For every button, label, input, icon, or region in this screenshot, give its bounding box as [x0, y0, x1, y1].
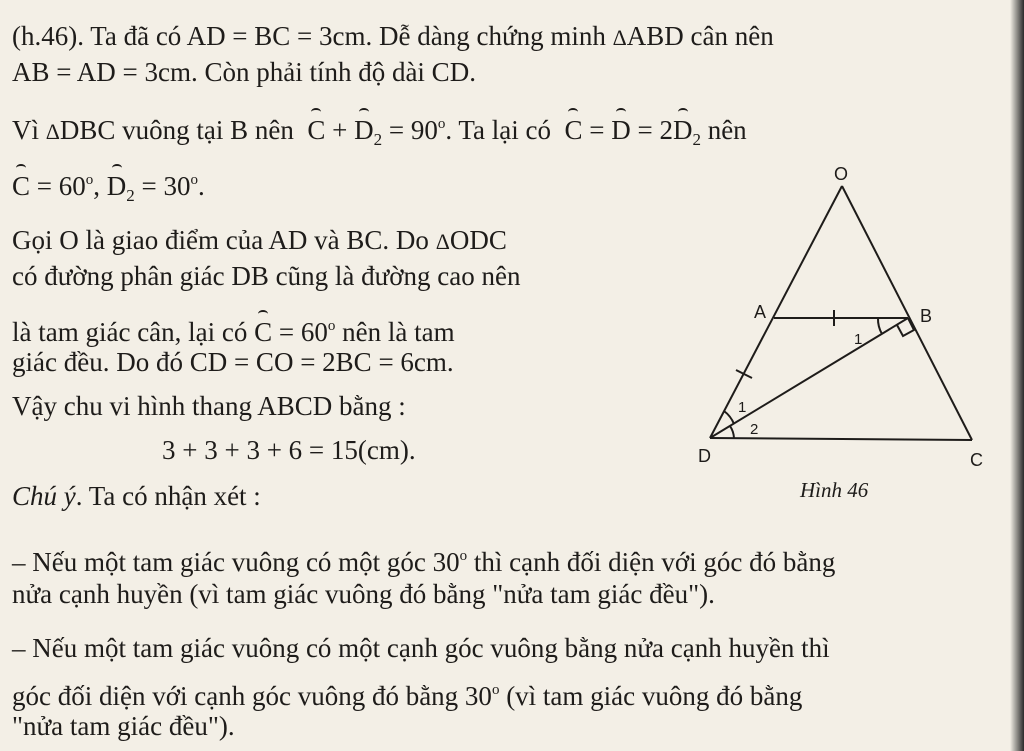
text-line-7: là tam giác cân, lại có $C = 60^o$ nên là tam	[12, 317, 455, 347]
text-line-4: $C = 60^o$, $D_2 = 30^o$.	[12, 171, 205, 205]
angle-c: C	[254, 317, 273, 347]
angle-arc-b1	[878, 318, 882, 334]
trapezoid-diagram	[690, 160, 1010, 480]
text-line-8: giác đều. Do đó CD = CO = 2BC = 6cm.	[12, 347, 454, 377]
angle-d2: D	[672, 115, 693, 145]
side-od	[710, 186, 842, 438]
text-line-16: "nửa tam giác đều").	[12, 711, 235, 741]
text-line-note: Chú ý. Ta có nhận xét :	[12, 481, 261, 511]
angle-d: D	[611, 115, 631, 145]
angle-d2: D	[354, 115, 374, 145]
label-b: B	[920, 306, 933, 326]
label-d: D	[698, 446, 711, 466]
diagonal-db	[710, 318, 908, 438]
angle-c: C	[12, 171, 31, 201]
angle-arc-d1	[724, 411, 734, 424]
label-c: C	[970, 450, 983, 470]
text-line-14: – Nếu một tam giác vuông có một cạnh góc vuông bằng nửa cạnh huyền thì	[12, 633, 830, 663]
label-angle-d2: 2	[750, 421, 759, 438]
side-dc	[710, 438, 972, 440]
text-line-1: (h.46). Ta đã có AD = BC = 3cm. Dễ dàng chứng minh ΔABD cân nên	[12, 21, 774, 51]
text-line-9: Vậy chu vi hình thang ABCD bằng :	[12, 391, 406, 421]
label-angle-d1: 1	[738, 399, 747, 416]
label-angle-b1: 1	[854, 331, 863, 348]
text-line-12: – Nếu một tam giác vuông có một góc 30$^o$ thì cạnh đối diện với góc đó bằng	[12, 547, 836, 577]
text-line-6: có đường phân giác DB cũng là đường cao nên	[12, 261, 521, 291]
label-o: O	[834, 164, 849, 184]
text-line-15: góc đối diện với cạnh góc vuông đó bằng 30$^o$ (vì tam giác vuông đó bằng	[12, 681, 803, 711]
figure-caption: Hình 46	[800, 478, 869, 502]
text-line-5: Gọi O là giao điểm của AD và BC. Do ΔODC	[12, 225, 507, 255]
side-oc	[842, 186, 972, 440]
angle-d2: D	[106, 171, 127, 201]
page-edge-shadow	[1010, 0, 1024, 751]
formula-perimeter: 3 + 3 + 3 + 6 = 15(cm).	[162, 435, 416, 465]
angle-c: C	[564, 115, 583, 145]
text-line-2: AB = AD = 3cm. Còn phải tính độ dài CD.	[12, 57, 476, 87]
text-line-13: nửa cạnh huyền (vì tam giác vuông đó bằng "nửa tam giác đều").	[12, 579, 715, 609]
text-line-3: Vì ΔDBC vuông tại B nên $C + D_2 = 90^o$. Ta lại có $C = D = 2D_2$ nên	[12, 115, 747, 149]
angle-arc-d2	[730, 426, 734, 438]
label-a: A	[754, 302, 767, 322]
angle-c: C	[307, 115, 326, 145]
figure-46	[690, 160, 1010, 510]
